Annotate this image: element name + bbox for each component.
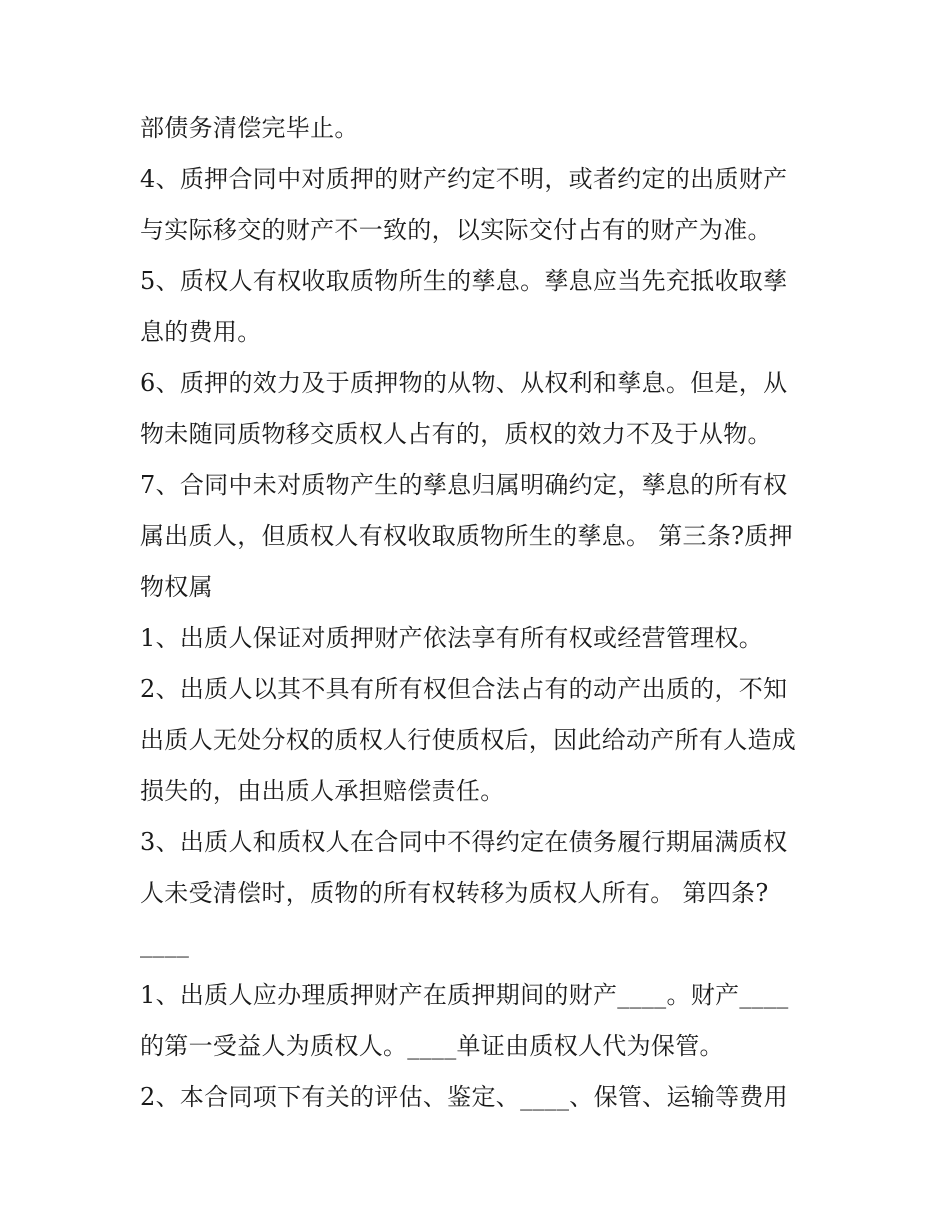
text-line: 物权属 xyxy=(140,573,213,601)
text-line: 人未受清偿时，质物的所有权转移为质权人所有。 第四条? xyxy=(140,879,769,907)
text-line: 7、合同中未对质物产生的孳息归属明确约定，孳息的所有权 xyxy=(140,471,788,499)
text-line: 5、质权人有权收取质物所生的孳息。孳息应当先充抵收取孳 xyxy=(140,267,788,295)
text-line: 出质人无处分权的质权人行使质权后，因此给动产所有人造成 xyxy=(140,726,797,754)
text-line: 与实际移交的财产不一致的，以实际交付占有的财产为准。 xyxy=(140,216,772,244)
text-line: 属出质人，但质权人有权收取质物所生的孳息。 第三条?质押 xyxy=(140,522,793,550)
text-line: 4、质押合同中对质押的财产约定不明，或者约定的出质财产 xyxy=(140,165,788,193)
text-line: 3、出质人和质权人在合同中不得约定在债务履行期届满质权 xyxy=(140,828,788,856)
text-line: 损失的，由出质人承担赔偿责任。 xyxy=(140,777,505,805)
text-line: 物未随同质物移交质权人占有的，质权的效力不及于从物。 xyxy=(140,420,772,448)
text-line: 部债务清偿完毕止。 xyxy=(140,114,359,142)
text-line: 1、出质人保证对质押财产依法享有所有权或经营管理权。 xyxy=(140,624,764,652)
text-line: 1、出质人应办理质押财产在质押期间的财产____。财产____ xyxy=(140,981,789,1009)
text-line: 2、出质人以其不具有所有权但合法占有的动产出质的，不知 xyxy=(140,675,788,703)
text-line: ____ xyxy=(140,930,190,958)
text-line: 2、本合同项下有关的评估、鉴定、____、保管、运输等费用 xyxy=(140,1083,788,1111)
text-line: 息的费用。 xyxy=(140,318,262,346)
text-line: 的第一受益人为质权人。____单证由质权人代为保管。 xyxy=(140,1032,724,1060)
text-line: 6、质押的效力及于质押物的从物、从权利和孳息。但是，从 xyxy=(140,369,788,397)
